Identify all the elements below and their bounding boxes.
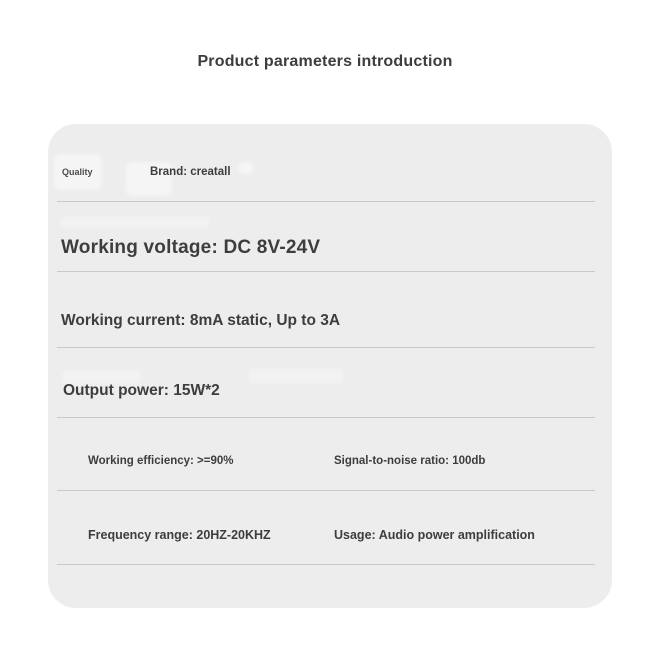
power-value: Output power: 15W*2 — [63, 382, 220, 399]
spec-row-voltage — [48, 202, 612, 271]
row-divider — [57, 564, 595, 565]
spec-row-brand — [48, 124, 612, 201]
voltage-value: Working voltage: DC 8V-24V — [61, 237, 321, 258]
current-value: Working current: 8mA static, Up to 3A — [61, 312, 341, 329]
usage-value: Usage: Audio power amplification — [334, 528, 535, 542]
page-title: Product parameters introduction — [197, 53, 453, 70]
spec-row-power — [48, 348, 612, 417]
frequency-value: Frequency range: 20HZ-20KHZ — [88, 528, 271, 542]
parameters-card — [48, 124, 612, 608]
efficiency-value: Working efficiency: >=90% — [88, 455, 234, 467]
spec-row-frequency-usage — [48, 491, 612, 564]
quality-tag: Quality — [62, 167, 93, 177]
brand-value: Brand: creatall — [150, 166, 231, 178]
spec-row-efficiency-snr — [48, 418, 612, 490]
spec-row-current — [48, 272, 612, 347]
snr-value: Signal-to-noise ratio: 100db — [334, 455, 486, 467]
